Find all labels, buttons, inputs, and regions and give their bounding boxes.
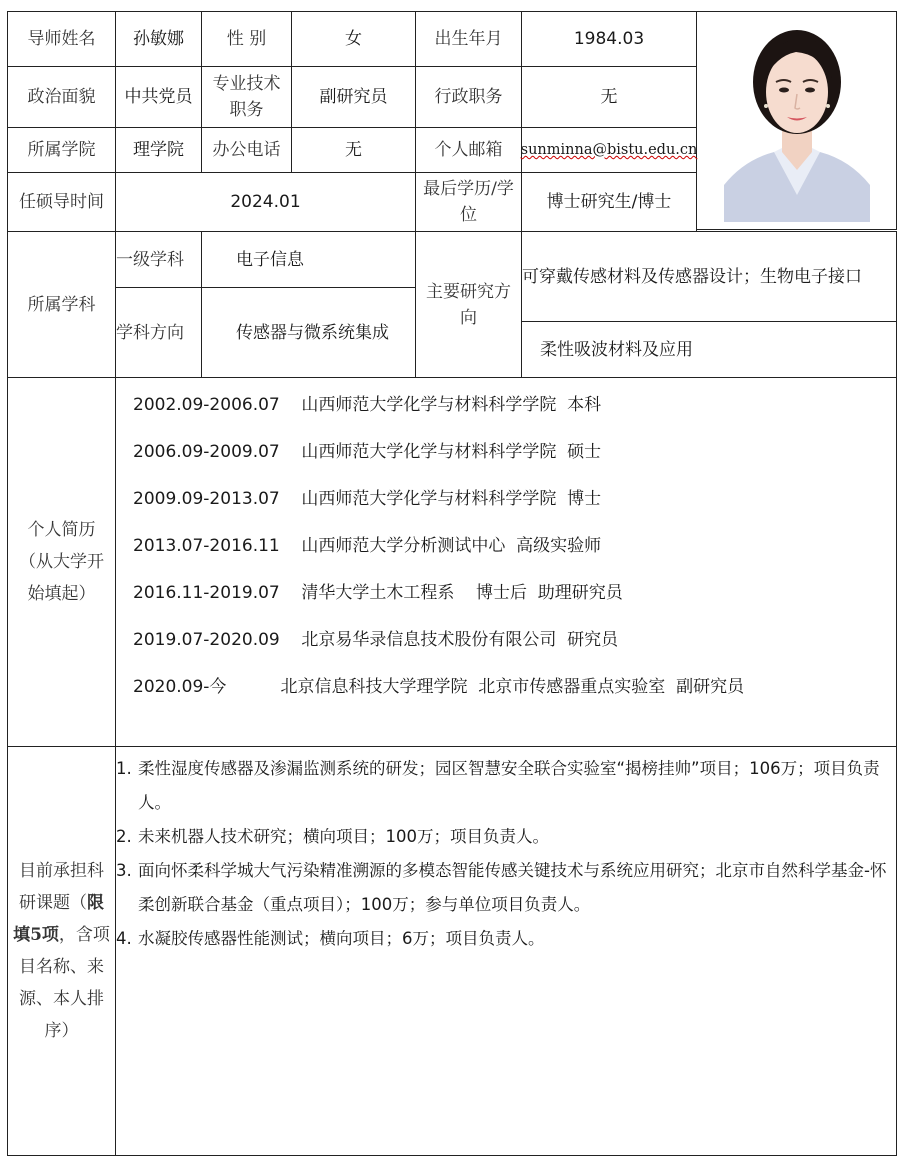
title-label: 专业技术职务 [201, 66, 292, 128]
degree-value: 博士研究生/博士 [521, 172, 697, 232]
project-number: 1. [116, 759, 132, 778]
birth-label: 出生年月 [415, 11, 522, 67]
level1-value: 电子信息 [201, 231, 416, 288]
projects-label [7, 746, 116, 1156]
projects-label-c: ，含项目名称、来源、本人排序） [19, 925, 110, 1041]
politics-label: 政治面貌 [7, 66, 116, 128]
admin-value: 无 [521, 66, 697, 128]
project-item [116, 752, 896, 820]
resume-item: 2013.07-2016.11 山西师范大学分析测试中心 高级实验师 [133, 536, 602, 556]
phone-value: 无 [291, 127, 416, 173]
project-item [116, 820, 896, 854]
name-value: 孙敏娜 [115, 11, 202, 67]
portrait-photo [696, 11, 897, 230]
project-number: 2. [116, 827, 132, 846]
politics-value: 中共党员 [115, 66, 202, 128]
direction-label: 学科方向 [115, 287, 202, 378]
title-value: 副研究员 [291, 66, 416, 128]
resume-item: 2019.07-2020.09 北京易华录信息技术股份有限公司 研究员 [133, 630, 619, 650]
resume-label: 个人简历（从大学开始填起） [7, 377, 116, 747]
since-value: 2024.01 [115, 172, 416, 232]
birth-value: 1984.03 [521, 11, 697, 67]
level1-label: 一级学科 [115, 231, 202, 288]
resume-item: 2009.09-2013.07 山西师范大学化学与材料科学学院 博士 [133, 489, 602, 509]
project-text: 柔性湿度传感器及渗漏监测系统的研发；园区智慧安全联合实验室“揭榜挂帅”项目；106万；项目负责人。 [138, 759, 880, 812]
research-value-1: 可穿戴传感材料及传感器设计；生物电子接口 [521, 231, 897, 322]
college-value: 理学院 [115, 127, 202, 173]
project-item [116, 854, 896, 922]
project-text: 未来机器人技术研究；横向项目；100万；项目负责人。 [138, 827, 549, 846]
project-item [116, 922, 896, 956]
resume-item: 2020.09-今 北京信息科技大学理学院 北京市传感器重点实验室 副研究员 [133, 677, 745, 697]
projects-label-limit: 限填5项 [13, 893, 104, 945]
admin-label: 行政职务 [415, 66, 522, 128]
project-number: 4. [116, 929, 132, 948]
since-label: 任硕导时间 [7, 172, 116, 232]
projects-list [116, 752, 896, 956]
gender-label: 性 别 [201, 11, 292, 67]
research-label: 主要研究方向 [415, 231, 522, 378]
degree-label: 最后学历/学位 [415, 172, 522, 232]
project-text: 水凝胶传感器性能测试；横向项目；6万；项目负责人。 [138, 929, 545, 948]
resume-item: 2006.09-2009.07 山西师范大学化学与材料科学学院 硕士 [133, 442, 602, 462]
research-value-2: 柔性吸波材料及应用 [521, 321, 897, 378]
college-label: 所属学院 [7, 127, 116, 173]
resume-list [133, 390, 744, 719]
email-cell [521, 127, 697, 173]
portrait-image [724, 20, 870, 222]
phone-label: 办公电话 [201, 127, 292, 173]
gender-value: 女 [291, 11, 416, 67]
discipline-label: 所属学科 [7, 231, 116, 378]
direction-value: 传感器与微系统集成 [201, 287, 416, 378]
email-label: 个人邮箱 [415, 127, 522, 173]
project-text: 面向怀柔科学城大气污染精准溯源的多模态智能传感关键技术与系统应用研究；北京市自然科学基金-怀柔创新联合基金（重点项目）；100万；参与单位项目负责人。 [138, 861, 887, 914]
resume-item: 2002.09-2006.07 山西师范大学化学与材料科学学院 本科 [133, 395, 602, 415]
name-label: 导师姓名 [7, 11, 116, 67]
resume-item: 2016.11-2019.07 清华大学土木工程系 博士后 助理研究员 [133, 583, 623, 603]
project-number: 3. [116, 861, 132, 880]
projects-label-a: 目前承担科研课题（ [19, 861, 104, 913]
email-value[interactable]: sunminna@bistu.edu.cn [520, 142, 698, 158]
